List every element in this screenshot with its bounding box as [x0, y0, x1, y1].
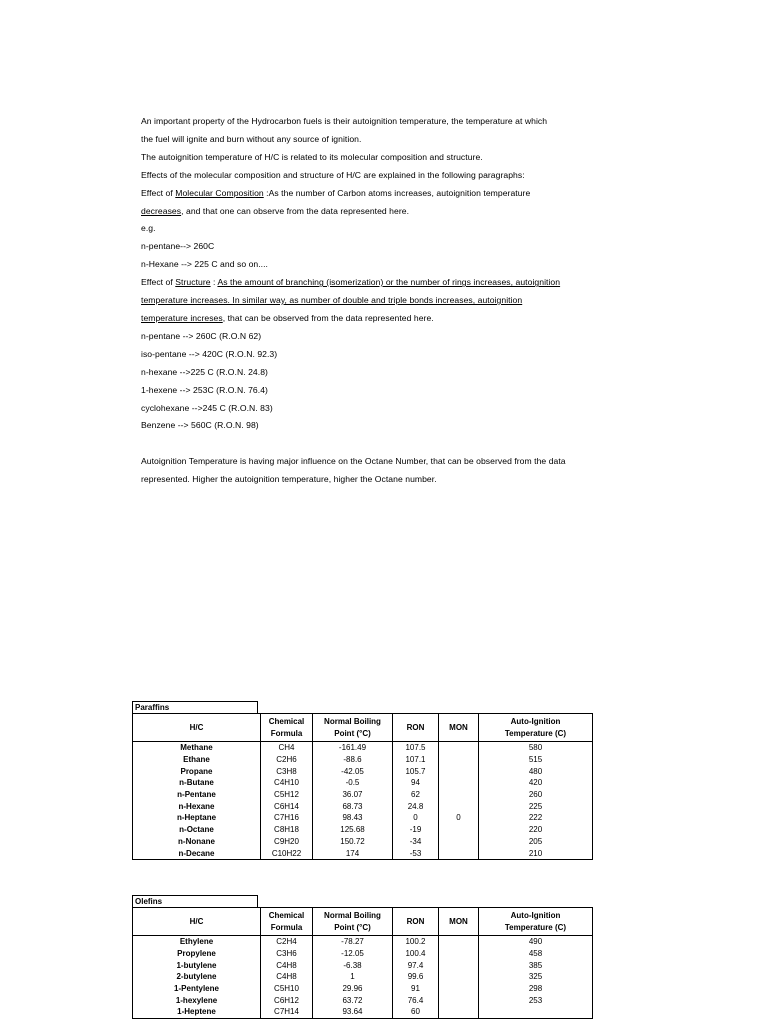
paragraph-structure-line2: temperature increases. In similar way, as number of double and triple bonds increases, autoignition [141, 295, 523, 306]
cell-boiling-point: 68.73 [313, 800, 393, 812]
cell-autoignition: 480 [479, 765, 593, 777]
cell-autoignition [479, 1006, 593, 1018]
molecular-composition-text-2: , and that one can observe from the data represented here. [181, 205, 410, 216]
cell-boiling-point: -42.05 [313, 765, 393, 777]
table-row [133, 765, 593, 777]
cell-autoignition: 220 [479, 824, 593, 836]
cell-mon [439, 824, 479, 836]
spacer [141, 435, 611, 453]
table-row [133, 983, 593, 995]
effect-prefix: Effect of [141, 277, 176, 288]
cell-name: Propane [133, 765, 261, 777]
cell-name: Ethane [133, 754, 261, 766]
olefins-table [132, 907, 593, 1019]
cell-name: n-Pentane [133, 789, 261, 801]
cell-mon [439, 742, 479, 754]
cell-boiling-point: 93.64 [313, 1006, 393, 1018]
cell-ron: 100.2 [393, 936, 439, 948]
cell-mon [439, 765, 479, 777]
cell-autoignition: 222 [479, 812, 593, 824]
table-row [133, 742, 593, 754]
paraffins-table-section [132, 701, 592, 860]
cell-autoignition: 298 [479, 983, 593, 995]
cell-autoignition: 260 [479, 789, 593, 801]
cell-autoignition: 420 [479, 777, 593, 789]
cell-mon [439, 754, 479, 766]
cell-boiling-point: -78.27 [313, 936, 393, 948]
cell-ron: 24.8 [393, 800, 439, 812]
header-boiling-point: Normal Boiling Point (°C) [313, 908, 393, 936]
cell-mon [439, 847, 479, 859]
paraffins-label: Paraffins [132, 701, 258, 713]
table-row [133, 971, 593, 983]
cell-name: Ethylene [133, 936, 261, 948]
table-row [133, 836, 593, 848]
table-header-row [133, 908, 593, 936]
cell-mon [439, 777, 479, 789]
header-ron: RON [393, 908, 439, 936]
cell-formula: C4H10 [261, 777, 313, 789]
cell-boiling-point: 125.68 [313, 824, 393, 836]
cell-formula: C7H14 [261, 1006, 313, 1018]
cell-ron: 105.7 [393, 765, 439, 777]
table-row [133, 754, 593, 766]
cell-boiling-point: -161.49 [313, 742, 393, 754]
paragraph-intro-line1: An important property of the Hydrocarbon fuels is their autoignition temperature, the temperature at which [141, 116, 548, 126]
cell-boiling-point: 36.07 [313, 789, 393, 801]
cell-name: 2-butylene [133, 971, 261, 983]
header-ron: RON [393, 714, 439, 742]
header-hc: H/C [133, 714, 261, 742]
cell-boiling-point: -88.6 [313, 754, 393, 766]
cell-ron: 97.4 [393, 959, 439, 971]
cell-mon: 0 [439, 812, 479, 824]
cell-autoignition: 490 [479, 936, 593, 948]
cell-mon [439, 994, 479, 1006]
cell-autoignition: 580 [479, 742, 593, 754]
document-body [141, 113, 611, 489]
cell-boiling-point: 1 [313, 971, 393, 983]
cell-ron: 107.1 [393, 754, 439, 766]
cell-name: n-Nonane [133, 836, 261, 848]
paraffins-body [133, 742, 593, 860]
cell-mon [439, 983, 479, 995]
cell-mon [439, 836, 479, 848]
separator: : [210, 277, 218, 288]
example-line: n-Hexane --> 225 C and so on.... [141, 259, 268, 270]
header-formula: Chemical Formula [261, 714, 313, 742]
paragraph-molecular-composition [141, 185, 611, 203]
table-row [133, 789, 593, 801]
cell-autoignition: 253 [479, 994, 593, 1006]
example-line: 1-hexene --> 253C (R.O.N. 76.4) [141, 384, 268, 395]
cell-formula: C7H16 [261, 812, 313, 824]
cell-formula: C3H6 [261, 948, 313, 960]
cell-mon [439, 959, 479, 971]
header-mon: MON [439, 714, 479, 742]
cell-mon [439, 1006, 479, 1018]
cell-boiling-point: 150.72 [313, 836, 393, 848]
cell-name: 1-Heptene [133, 1006, 261, 1018]
example-line: Benzene --> 560C (R.O.N. 98) [141, 420, 259, 431]
paragraph-molecular-composition-line2 [141, 203, 611, 221]
cell-ron: 0 [393, 812, 439, 824]
cell-autoignition: 515 [479, 754, 593, 766]
cell-formula: C2H4 [261, 936, 313, 948]
cell-autoignition: 225 [479, 800, 593, 812]
term-structure: Structure [175, 277, 211, 288]
term-decreases: decreases [141, 205, 182, 216]
cell-formula: C8H18 [261, 824, 313, 836]
cell-formula: C2H6 [261, 754, 313, 766]
cell-ron: 60 [393, 1006, 439, 1018]
table-row [133, 1006, 593, 1018]
cell-ron: 107.5 [393, 742, 439, 754]
cell-mon [439, 936, 479, 948]
cell-formula: C4H8 [261, 971, 313, 983]
cell-boiling-point: 174 [313, 847, 393, 859]
paragraph-octane-line2: represented. Higher the autoignition temperature, higher the Octane number. [141, 474, 437, 485]
paraffins-table [132, 713, 593, 860]
effect-prefix: Effect of [141, 187, 176, 198]
cell-mon [439, 789, 479, 801]
olefins-label: Olefins [132, 895, 258, 907]
cell-formula: C9H20 [261, 836, 313, 848]
cell-ron: 91 [393, 983, 439, 995]
example-line: n-pentane --> 260C (R.O.N 62) [141, 330, 262, 341]
table-header-row [133, 714, 593, 742]
table-row [133, 994, 593, 1006]
cell-name: Propylene [133, 948, 261, 960]
cell-formula: C6H12 [261, 994, 313, 1006]
cell-name: 1-butylene [133, 959, 261, 971]
table-row [133, 824, 593, 836]
molecular-composition-text: :As the number of Carbon atoms increases, autoignition temperature [263, 187, 531, 198]
header-formula: Chemical Formula [261, 908, 313, 936]
cell-boiling-point: -0.5 [313, 777, 393, 789]
cell-autoignition: 325 [479, 971, 593, 983]
example-line: iso-pentane --> 420C (R.O.N. 92.3) [141, 348, 278, 359]
paragraph-effects-intro: Effects of the molecular composition and structure of H/C are explained in the following paragraphs: [141, 169, 525, 180]
cell-formula: C5H10 [261, 983, 313, 995]
header-autoignition: Auto-Ignition Temperature (C) [479, 908, 593, 936]
paragraph-composition-structure: The autoignition temperature of H/C is related to its molecular composition and structure. [141, 151, 483, 162]
cell-boiling-point: 98.43 [313, 812, 393, 824]
cell-mon [439, 800, 479, 812]
cell-ron: 76.4 [393, 994, 439, 1006]
cell-name: n-Heptane [133, 812, 261, 824]
cell-formula: C5H12 [261, 789, 313, 801]
cell-formula: C4H8 [261, 959, 313, 971]
paragraph-structure [141, 274, 611, 292]
header-mon: MON [439, 908, 479, 936]
cell-autoignition: 210 [479, 847, 593, 859]
term-temperature-increses: temperature increses [141, 312, 223, 323]
cell-mon [439, 948, 479, 960]
cell-ron: -34 [393, 836, 439, 848]
table-row [133, 800, 593, 812]
table-row [133, 948, 593, 960]
cell-autoignition: 385 [479, 959, 593, 971]
cell-name: 1-hexylene [133, 994, 261, 1006]
cell-mon [439, 971, 479, 983]
cell-formula: C10H22 [261, 847, 313, 859]
term-molecular-composition: Molecular Composition [175, 187, 264, 198]
cell-boiling-point: 29.96 [313, 983, 393, 995]
cell-ron: 94 [393, 777, 439, 789]
cell-boiling-point: -6.38 [313, 959, 393, 971]
cell-autoignition: 458 [479, 948, 593, 960]
cell-boiling-point: 63.72 [313, 994, 393, 1006]
paragraph-intro-line2: the fuel will ignite and burn without any source of ignition. [141, 133, 362, 144]
olefins-table-section [132, 895, 592, 1019]
paragraph-structure-line3 [141, 310, 611, 328]
olefins-body [133, 936, 593, 1019]
cell-formula: CH4 [261, 742, 313, 754]
cell-formula: C3H8 [261, 765, 313, 777]
cell-name: Methane [133, 742, 261, 754]
eg-label: e.g. [141, 223, 156, 234]
example-line: n-hexane -->225 C (R.O.N. 24.8) [141, 366, 268, 377]
cell-formula: C6H14 [261, 800, 313, 812]
header-autoignition: Auto-Ignition Temperature (C) [479, 714, 593, 742]
cell-ron: 100.4 [393, 948, 439, 960]
header-hc: H/C [133, 908, 261, 936]
cell-ron: 62 [393, 789, 439, 801]
cell-name: n-Butane [133, 777, 261, 789]
cell-name: n-Decane [133, 847, 261, 859]
example-line: n-pentane--> 260C [141, 241, 215, 252]
cell-autoignition: 205 [479, 836, 593, 848]
table-row [133, 812, 593, 824]
cell-ron: -53 [393, 847, 439, 859]
cell-ron: -19 [393, 824, 439, 836]
header-boiling-point: Normal Boiling Point (°C) [313, 714, 393, 742]
cell-name: n-Hexane [133, 800, 261, 812]
cell-name: 1-Pentylene [133, 983, 261, 995]
structure-text: As the amount of branching (isomerization) or the number of rings increases, autoignition [217, 277, 561, 288]
cell-ron: 99.6 [393, 971, 439, 983]
structure-text-3: , that can be observed from the data represented here. [222, 312, 434, 323]
table-row [133, 936, 593, 948]
cell-name: n-Octane [133, 824, 261, 836]
table-row [133, 847, 593, 859]
table-row [133, 777, 593, 789]
table-row [133, 959, 593, 971]
paragraph-octane-line1: Autoignition Temperature is having major influence on the Octane Number, that can be observed from the data [141, 456, 566, 467]
cell-boiling-point: -12.05 [313, 948, 393, 960]
example-line: cyclohexane -->245 C (R.O.N. 83) [141, 402, 273, 413]
